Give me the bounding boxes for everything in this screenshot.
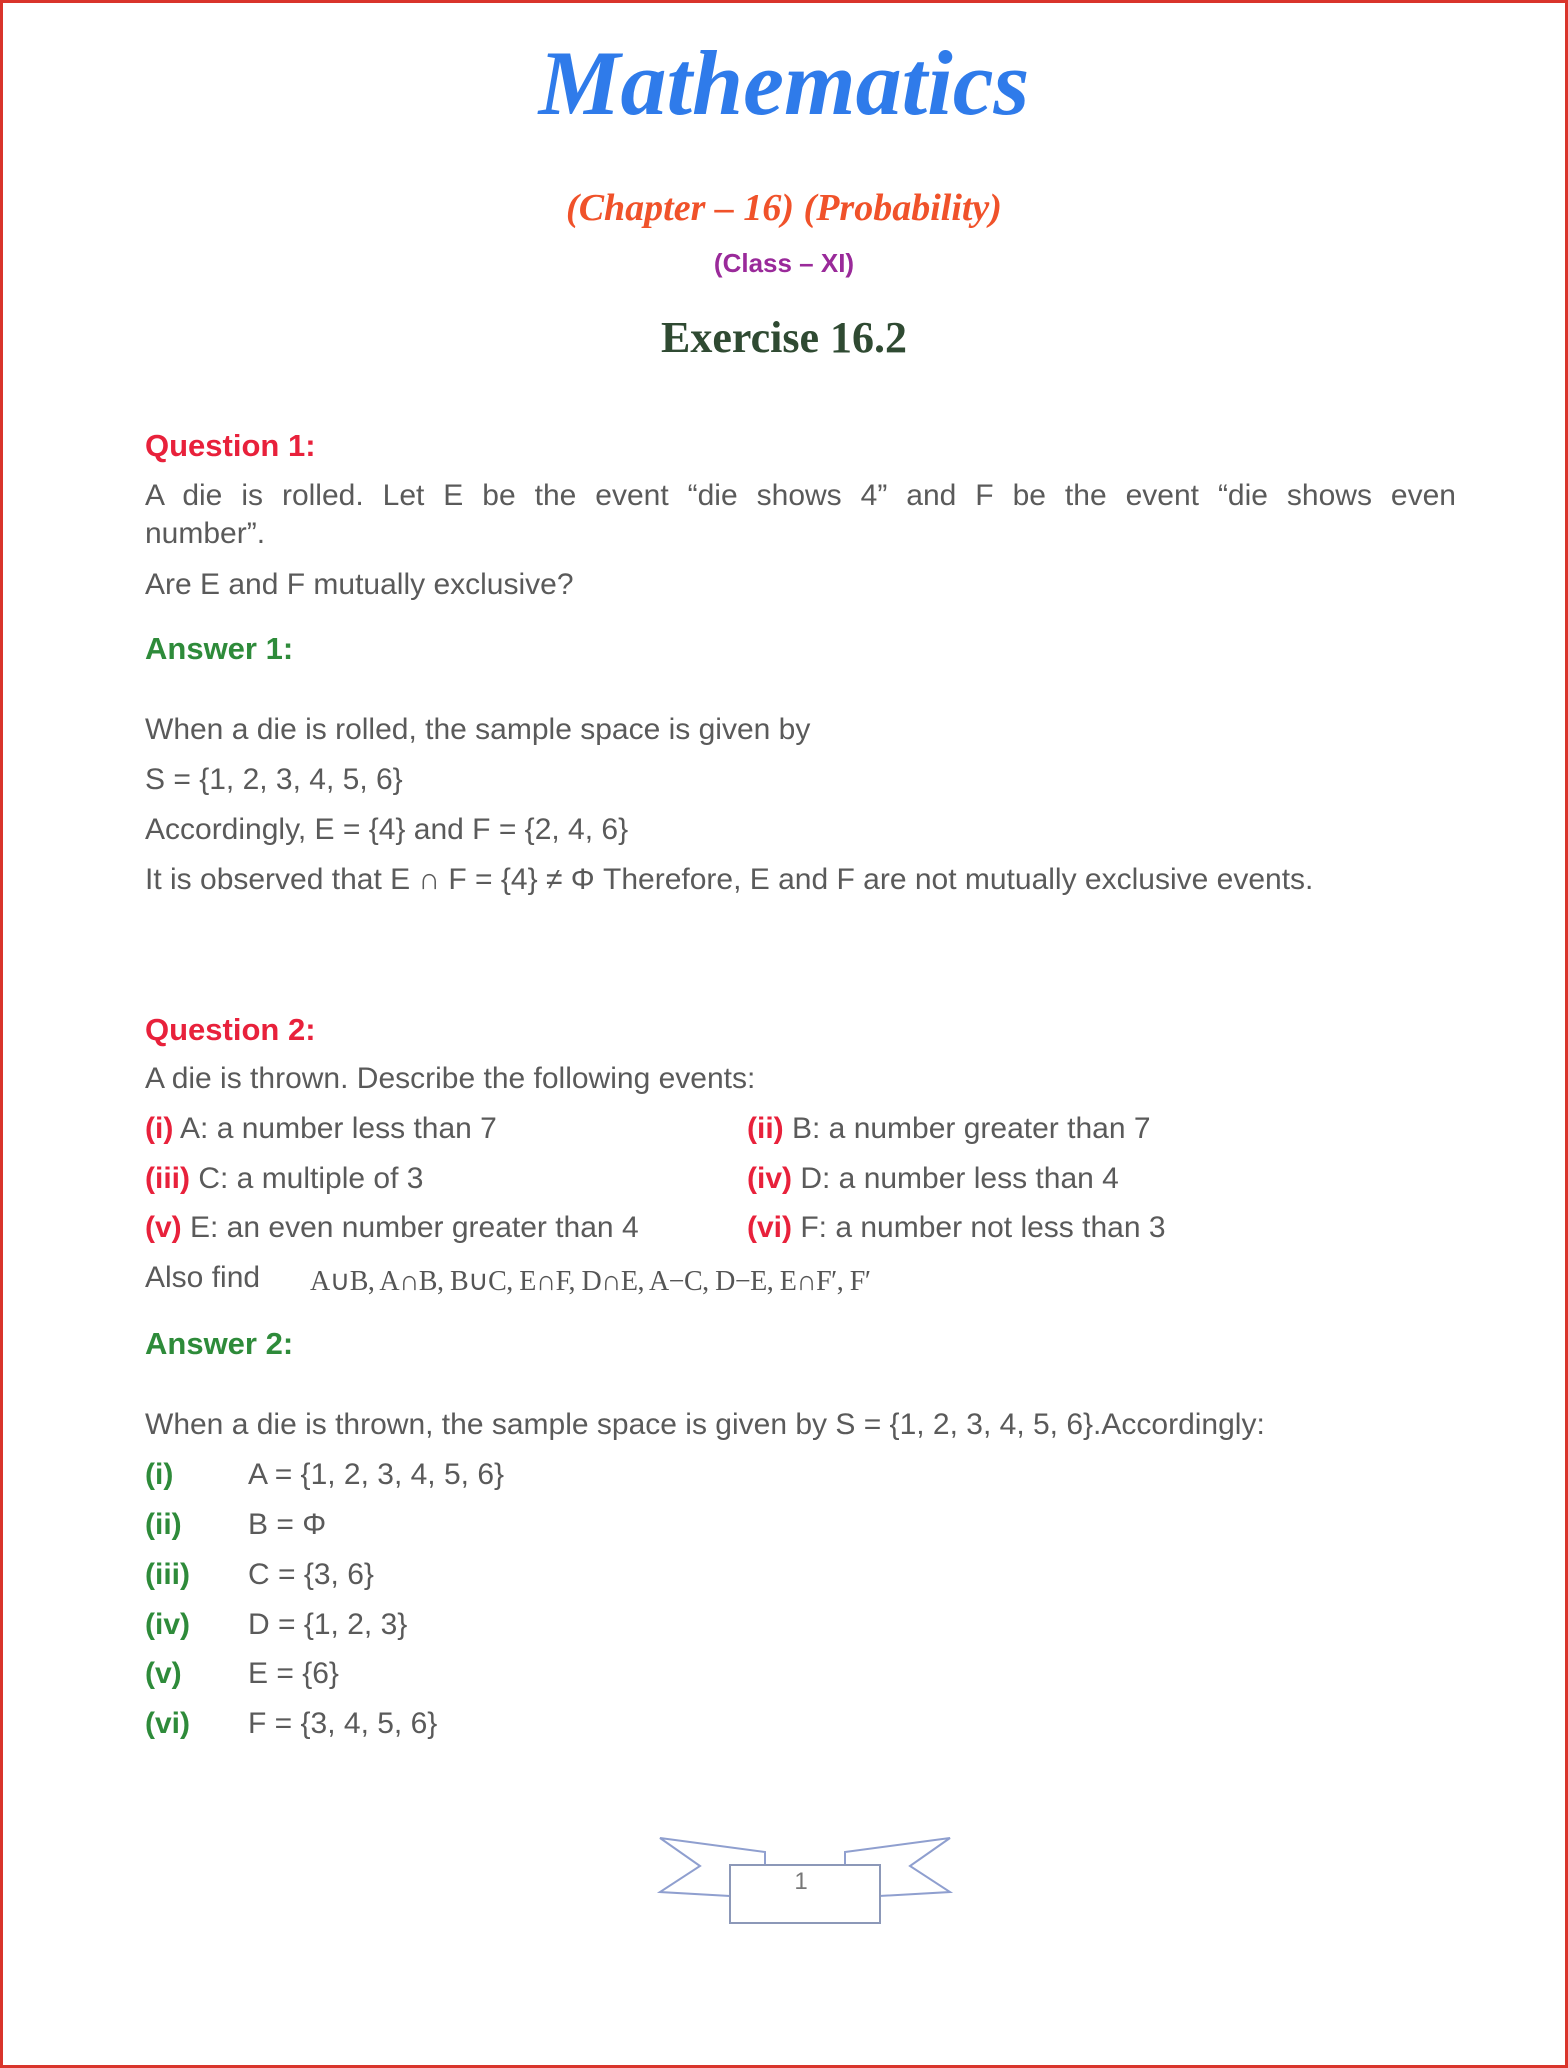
item-text: B: a number greater than 7 (783, 1112, 1151, 1145)
item-number: (ii) (747, 1112, 784, 1145)
answer-item-number: (v) (145, 1657, 182, 1690)
event-item (747, 1211, 1166, 1245)
answer-item-number: (iv) (145, 1608, 190, 1641)
answer-2-label: Answer 2: (145, 1326, 294, 1361)
answer-item-number: (ii) (145, 1508, 182, 1541)
item-text: F: a number not less than 3 (792, 1211, 1166, 1244)
answer-item-value: B = Φ (248, 1508, 327, 1541)
answer-item-value: E = {6} (248, 1657, 339, 1690)
question-1-question: Are E and F mutually exclusive? (145, 568, 574, 601)
answer-item-value: C = {3, 6} (248, 1558, 374, 1591)
answer-item-number: (vi) (145, 1707, 190, 1740)
question-2-intro: A die is thrown. Describe the following events: (145, 1062, 756, 1095)
answer-item-number: (i) (145, 1458, 174, 1491)
question-2-label: Question 2: (145, 1012, 316, 1047)
also-find-label: Also find (145, 1261, 261, 1294)
answer-1-line: It is observed that E ∩ F = {4} ≠ Φ Therefore, E and F are not mutually exclusive events. (145, 863, 1314, 896)
chapter-heading: (Chapter – 16) (Probability) (566, 187, 1002, 229)
class-heading: (Class – XI) (713, 248, 855, 278)
item-number: (i) (145, 1112, 174, 1145)
item-text: C: a multiple of 3 (190, 1162, 424, 1195)
answer-1-line: S = {1, 2, 3, 4, 5, 6} (145, 763, 403, 796)
item-number: (iv) (747, 1162, 792, 1195)
event-item (145, 1211, 639, 1245)
event-item (145, 1112, 497, 1146)
question-1-label: Question 1: (145, 428, 316, 463)
answer-1-line: Accordingly, E = {4} and F = {2, 4, 6} (145, 813, 629, 846)
event-item (747, 1162, 1119, 1196)
item-number: (v) (145, 1211, 182, 1244)
event-item (145, 1162, 423, 1196)
answer-item-value: D = {1, 2, 3} (248, 1608, 408, 1641)
exercise-heading: Exercise 16.2 (660, 313, 908, 362)
document-title: Mathematics (538, 32, 1030, 134)
event-item (747, 1112, 1151, 1146)
also-find-expression: A∪B, A∩B, B∪C, E∩F, D∩E, A−C, D−E, E∩F′, F′ (310, 1266, 871, 1297)
answer-1-label: Answer 1: (145, 631, 294, 666)
item-text: E: an even number greater than 4 (181, 1211, 639, 1244)
answer-item-value: F = {3, 4, 5, 6} (248, 1707, 438, 1740)
answer-2-intro: When a die is thrown, the sample space is given by S = {1, 2, 3, 4, 5, 6}.Accordingly: (145, 1408, 1265, 1441)
question-1-text: A die is rolled. Let E be the event “die shows 4” and F be the event “die shows even (145, 479, 1456, 512)
item-text: A: a number less than 7 (173, 1112, 497, 1145)
answer-item-number: (iii) (145, 1558, 190, 1591)
item-text: D: a number less than 4 (792, 1162, 1119, 1195)
question-1-text-cont: number”. (145, 517, 266, 550)
answer-1-line: When a die is rolled, the sample space is given by (145, 713, 811, 746)
item-number: (vi) (747, 1211, 792, 1244)
page-number: 1 (794, 1868, 808, 1895)
item-number: (iii) (145, 1162, 190, 1195)
answer-item-value: A = {1, 2, 3, 4, 5, 6} (248, 1458, 505, 1491)
